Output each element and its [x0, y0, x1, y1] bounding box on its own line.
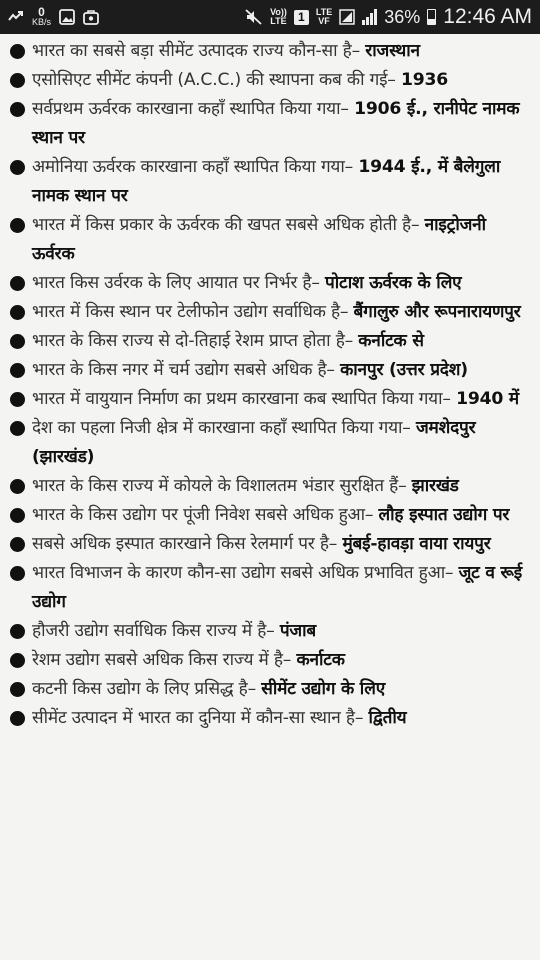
question-text: भारत के किस राज्य से दो-तिहाई रेशम प्राप्त होता है– — [32, 331, 354, 351]
list-item — [32, 153, 530, 211]
answer-text: झारखंड — [411, 476, 459, 496]
answer-text: बैंगालुरु और रूपनारायणपुर — [353, 302, 521, 322]
signal-box-icon — [339, 9, 355, 25]
bullet-icon — [10, 508, 25, 523]
question-text: एसोसिएट सीमेंट कंपनी (A.C.C.) की स्थापना कब की गई– — [32, 70, 396, 90]
bullet-icon — [10, 334, 25, 349]
list-item — [32, 472, 530, 501]
quiz-list — [0, 34, 540, 733]
battery-icon — [427, 9, 436, 25]
mute-icon — [245, 9, 263, 25]
battery-percent: 36% — [384, 6, 421, 27]
answer-text: सीमेंट उद्योग के लिए — [261, 679, 386, 699]
answer-text: कानपुर (उत्तर प्रदेश) — [340, 360, 468, 380]
list-item — [32, 501, 530, 530]
status-bar — [0, 0, 540, 34]
signal-icon — [362, 9, 377, 25]
list-item — [32, 385, 530, 414]
lte-signal-icon — [316, 8, 332, 26]
list-item — [32, 37, 530, 66]
volte-top: Vo)) — [270, 7, 287, 17]
volte-bottom: LTE — [270, 16, 287, 26]
bullet-icon — [10, 160, 25, 175]
answer-text: द्वितीय — [368, 708, 407, 728]
question-text: भारत के किस राज्य में कोयले के विशालतम भंडार सुरक्षित हैं– — [32, 476, 407, 496]
bullet-icon — [10, 537, 25, 552]
list-item — [32, 211, 530, 269]
activity-icon — [8, 10, 24, 24]
list-item — [32, 675, 530, 704]
bullet-icon — [10, 276, 25, 291]
bullet-icon — [10, 479, 25, 494]
answer-text: जमशेदपुर (झारखंड) — [32, 418, 476, 467]
answer-text: 1940 में — [456, 389, 519, 409]
answer-text: कर्नाटक — [296, 650, 345, 670]
network-speed — [32, 7, 51, 27]
bullet-icon — [10, 653, 25, 668]
question-text: भारत विभाजन के कारण कौन-सा उद्योग सबसे अधिक प्रभावित हुआ– — [32, 563, 454, 583]
question-text: देश का पहला निजी क्षेत्र में कारखाना कहाँ स्थापित किया गया– — [32, 418, 411, 438]
answer-text: लौह इस्पात उद्योग पर — [378, 505, 510, 525]
clock: 12:46 AM — [443, 5, 532, 28]
list-item — [32, 66, 530, 95]
list-item — [32, 704, 530, 733]
lte-bottom: VF — [318, 16, 330, 26]
question-text: रेशम उद्योग सबसे अधिक किस राज्य में है– — [32, 650, 292, 670]
question-text: भारत में वायुयान निर्माण का प्रथम कारखाना कब स्थापित किया गया– — [32, 389, 451, 409]
question-text: अमोनिया ऊर्वरक कारखाना कहाँ स्थापित किया गया– — [32, 157, 354, 177]
question-text: भारत के किस नगर में चर्म उद्योग सबसे अधिक है– — [32, 360, 335, 380]
bullet-icon — [10, 102, 25, 117]
speed-value: 0 — [38, 5, 45, 19]
question-text: भारत में किस प्रकार के ऊर्वरक की खपत सबसे अधिक होती है– — [32, 215, 420, 235]
question-text: भारत के किस उद्योग पर पूंजी निवेश सबसे अधिक हुआ– — [32, 505, 374, 525]
question-text: सबसे अधिक इस्पात कारखाने किस रेलमार्ग पर है– — [32, 534, 338, 554]
answer-text: नाइट्रोजनी ऊर्वरक — [32, 215, 486, 264]
list-item — [32, 95, 530, 153]
answer-text: पोटाश ऊर्वरक के लिए — [325, 273, 462, 293]
bullet-icon — [10, 682, 25, 697]
bullet-icon — [10, 363, 25, 378]
question-text: भारत किस उर्वरक के लिए आयात पर निर्भर है– — [32, 273, 320, 293]
image-notification-icon — [59, 9, 75, 25]
sim-icon: 1 — [294, 10, 309, 25]
answer-text: पंजाब — [279, 621, 317, 641]
bullet-icon — [10, 44, 25, 59]
volte-icon — [270, 8, 287, 26]
answer-text: मुंबई-हावड़ा वाया रायपुर — [342, 534, 491, 554]
bullet-icon — [10, 73, 25, 88]
answer-text: जूट व रूई उद्योग — [32, 563, 522, 612]
list-item — [32, 269, 530, 298]
bullet-icon — [10, 392, 25, 407]
answer-text: राजस्थान — [365, 41, 420, 61]
question-text: हौजरी उद्योग सर्वाधिक किस राज्य में है– — [32, 621, 275, 641]
list-item — [32, 298, 530, 327]
lte-top: LTE — [315, 7, 333, 17]
answer-text: 1906 ई., रानीपेट नामक स्थान पर — [32, 99, 520, 148]
list-item — [32, 414, 530, 472]
bullet-icon — [10, 711, 25, 726]
list-item — [32, 530, 530, 559]
answer-text: 1936 — [400, 70, 449, 90]
bullet-icon — [10, 305, 25, 320]
bullet-icon — [10, 566, 25, 581]
question-text: भारत का सबसे बड़ा सीमेंट उत्पादक राज्य कौन-सा है– — [32, 41, 360, 61]
list-item — [32, 559, 530, 617]
list-item — [32, 646, 530, 675]
speed-unit: KB/s — [32, 17, 52, 27]
answer-text: कर्नाटक से — [358, 331, 424, 351]
question-text: सीमेंट उत्पादन में भारत का दुनिया में कौन-सा स्थान है– — [32, 708, 364, 728]
bullet-icon — [10, 624, 25, 639]
shopping-bag-icon — [83, 9, 99, 25]
list-item — [32, 327, 530, 356]
bullet-icon — [10, 421, 25, 436]
list-item — [32, 617, 530, 646]
question-text: सर्वप्रथम ऊर्वरक कारखाना कहाँ स्थापित किया गया– — [32, 99, 349, 119]
bullet-icon — [10, 218, 25, 233]
question-text: भारत में किस स्थान पर टेलीफोन उद्योग सर्वाधिक है– — [32, 302, 349, 322]
question-text: कटनी किस उद्योग के लिए प्रसिद्ध है– — [32, 679, 256, 699]
list-item — [32, 356, 530, 385]
answer-text: 1944 ई., में बैलेगुला नामक स्थान पर — [32, 157, 501, 206]
